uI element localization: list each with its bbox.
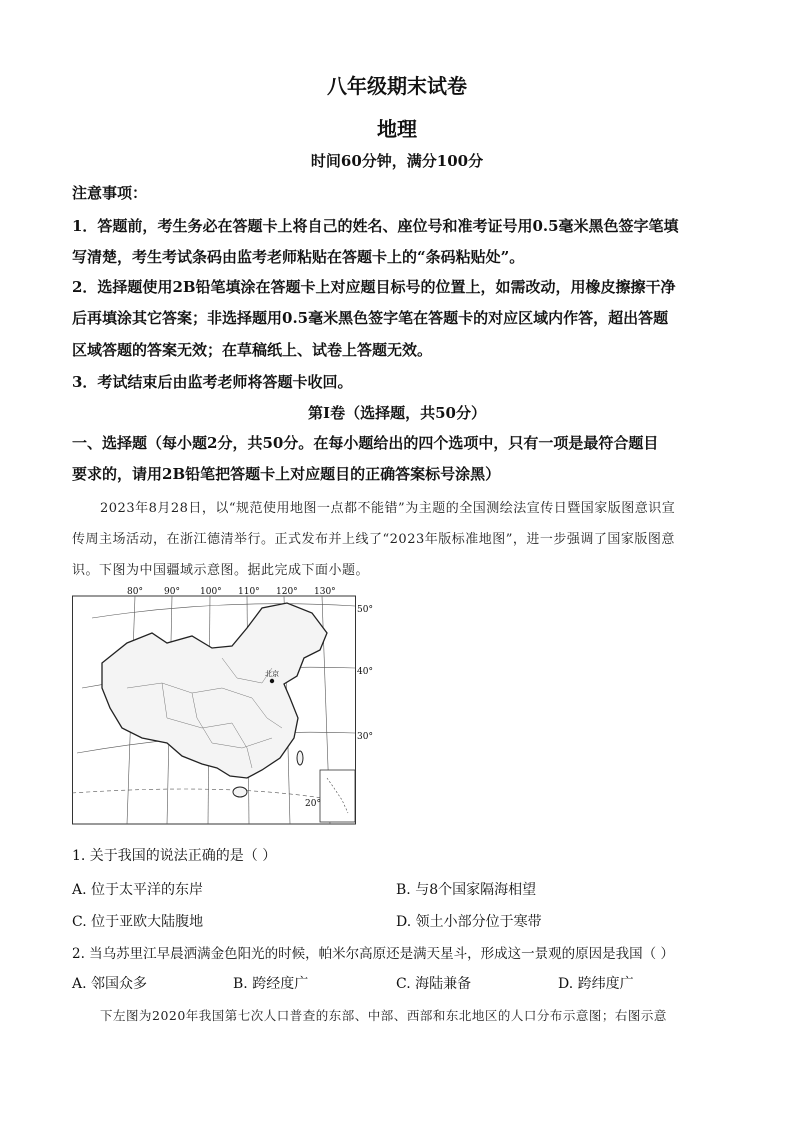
time-info: 时间60分钟，满分100分 xyxy=(310,152,484,170)
notice-line: 2．选择题使用2B铅笔填涂在答题卡上对应题目标号的位置上，如需改动，用橡皮擦擦干净 xyxy=(72,278,676,296)
option-b[interactable]: B. 与8个国家隔海相望 xyxy=(396,882,537,898)
subject-title: 地理 xyxy=(377,117,417,141)
capital-label: 北京 xyxy=(265,670,279,678)
option-a[interactable]: A. 邻国众多 xyxy=(72,976,148,992)
lon-label: 130° xyxy=(314,587,336,597)
exam-title: 八年级期末试卷 xyxy=(327,74,467,98)
china-territory-map xyxy=(72,587,373,826)
lon-label: 100° xyxy=(200,587,222,597)
option-b[interactable]: B. 跨经度广 xyxy=(233,976,309,992)
section-instruction: 要求的，请用2B铅笔把答题卡上对应题目的正确答案标号涂黑） xyxy=(72,465,501,483)
question-stem: 2. 当乌苏里江早晨洒满金色阳光的时候，帕米尔高原还是满天星斗，形成这一景观的原因是我国（ ） xyxy=(72,946,674,962)
option-c[interactable]: C. 位于亚欧大陆腹地 xyxy=(72,914,204,930)
notice-line: 1．答题前，考生务必在答题卡上将自己的姓名、座位号和准考证号用0.5毫米黑色签字笔填 xyxy=(72,217,679,235)
lat-label: 30° xyxy=(357,732,373,742)
notice-line: 后再填涂其它答案；非选择题用0.5毫米黑色签字笔在答题卡的对应区域内作答，超出答题 xyxy=(72,309,669,327)
notice-line: 区域答题的答案无效；在草稿纸上、试卷上答题无效。 xyxy=(72,341,433,359)
lat-label: 20° xyxy=(305,799,321,809)
question-stem: 1. 关于我国的说法正确的是（ ） xyxy=(72,848,277,864)
notice-line: 写清楚，考生考试条码由监考老师粘贴在答题卡上的“条码粘贴处”。 xyxy=(72,248,525,266)
option-a[interactable]: A. 位于太平洋的东岸 xyxy=(72,882,204,898)
lon-label: 110° xyxy=(238,587,260,597)
notice-heading: 注意事项： xyxy=(72,184,148,202)
lat-label: 40° xyxy=(357,667,373,677)
next-passage-line: 下左图为2020年我国第七次人口普查的东部、中部、西部和东北地区的人口分布示意图；右图示意 xyxy=(100,1008,667,1023)
lon-label: 120° xyxy=(276,587,298,597)
option-d[interactable]: D. 跨纬度广 xyxy=(558,976,634,992)
passage-line: 2023年8月28日，以“规范使用地图一点都不能错”为主题的全国测绘法宣传日暨国家版图意识宣 xyxy=(100,501,676,516)
passage-line: 识。下图为中国疆域示意图。据此完成下面小题。 xyxy=(72,563,370,578)
lon-label: 80° xyxy=(127,587,143,597)
lat-label: 50° xyxy=(357,605,373,615)
option-d[interactable]: D. 领土小部分位于寒带 xyxy=(396,914,542,930)
section-instruction: 一、选择题（每小题2分，共50分。在每小题给出的四个选项中，只有一项是最符合题目 xyxy=(72,434,659,452)
section-title: 第Ⅰ卷（选择题，共50分） xyxy=(308,404,486,422)
lon-label: 90° xyxy=(164,587,180,597)
capital-marker xyxy=(270,679,274,683)
option-c[interactable]: C. 海陆兼备 xyxy=(396,976,472,992)
notice-line: 3．考试结束后由监考老师将答题卡收回。 xyxy=(72,373,353,391)
passage-line: 传周主场活动，在浙江德清举行。正式发布并上线了“2023年版标准地图”，进一步强调了国家版图意 xyxy=(72,532,675,547)
